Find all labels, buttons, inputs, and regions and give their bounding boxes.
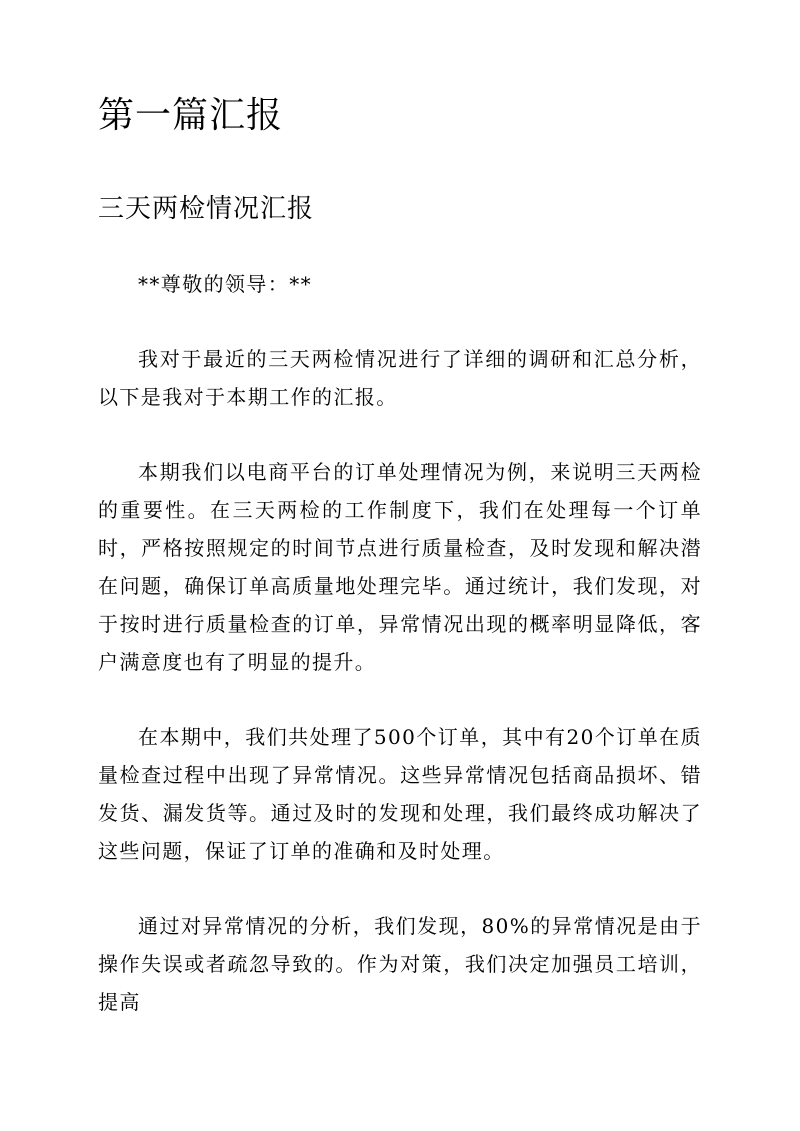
- salutation: **尊敬的领导：**: [138, 272, 312, 296]
- paragraph-1: 我对于最近的三天两检情况进行了详细的调研和汇总分析，以下是我对于本期工作的汇报。: [98, 347, 702, 409]
- paragraph-4: 通过对异常情况的分析，我们发现，80%的异常情况是由于操作失误或者疏忽导致的。作为对策，我们决定加强员工培训，提高: [98, 914, 702, 1014]
- paragraph-2: 本期我们以电商平台的订单处理情况为例，来说明三天两检的重要性。在三天两检的工作制度下，我们在处理每一个订单时，严格按照规定的时间节点进行质量检查，及时发现和解决潜在问题，确保订单高质量地处理完毕。通过统计，我们发现，对于按时进行质量检查的订单，异常情况出现的概率明显降低，客户满意度也有了明显的提升。: [98, 460, 702, 674]
- paragraph-3: 在本期中，我们共处理了500个订单，其中有20个订单在质量检查过程中出现了异常情况。这些异常情况包括商品损坏、错发货、漏发货等。通过及时的发现和处理，我们最终成功解决了这些问题，保证了订单的准确和及时处理。: [98, 725, 702, 863]
- document-body: [98, 265, 702, 1058]
- document-subtitle: 三天两检情况汇报: [98, 194, 315, 224]
- document-title: 第一篇汇报: [98, 95, 284, 136]
